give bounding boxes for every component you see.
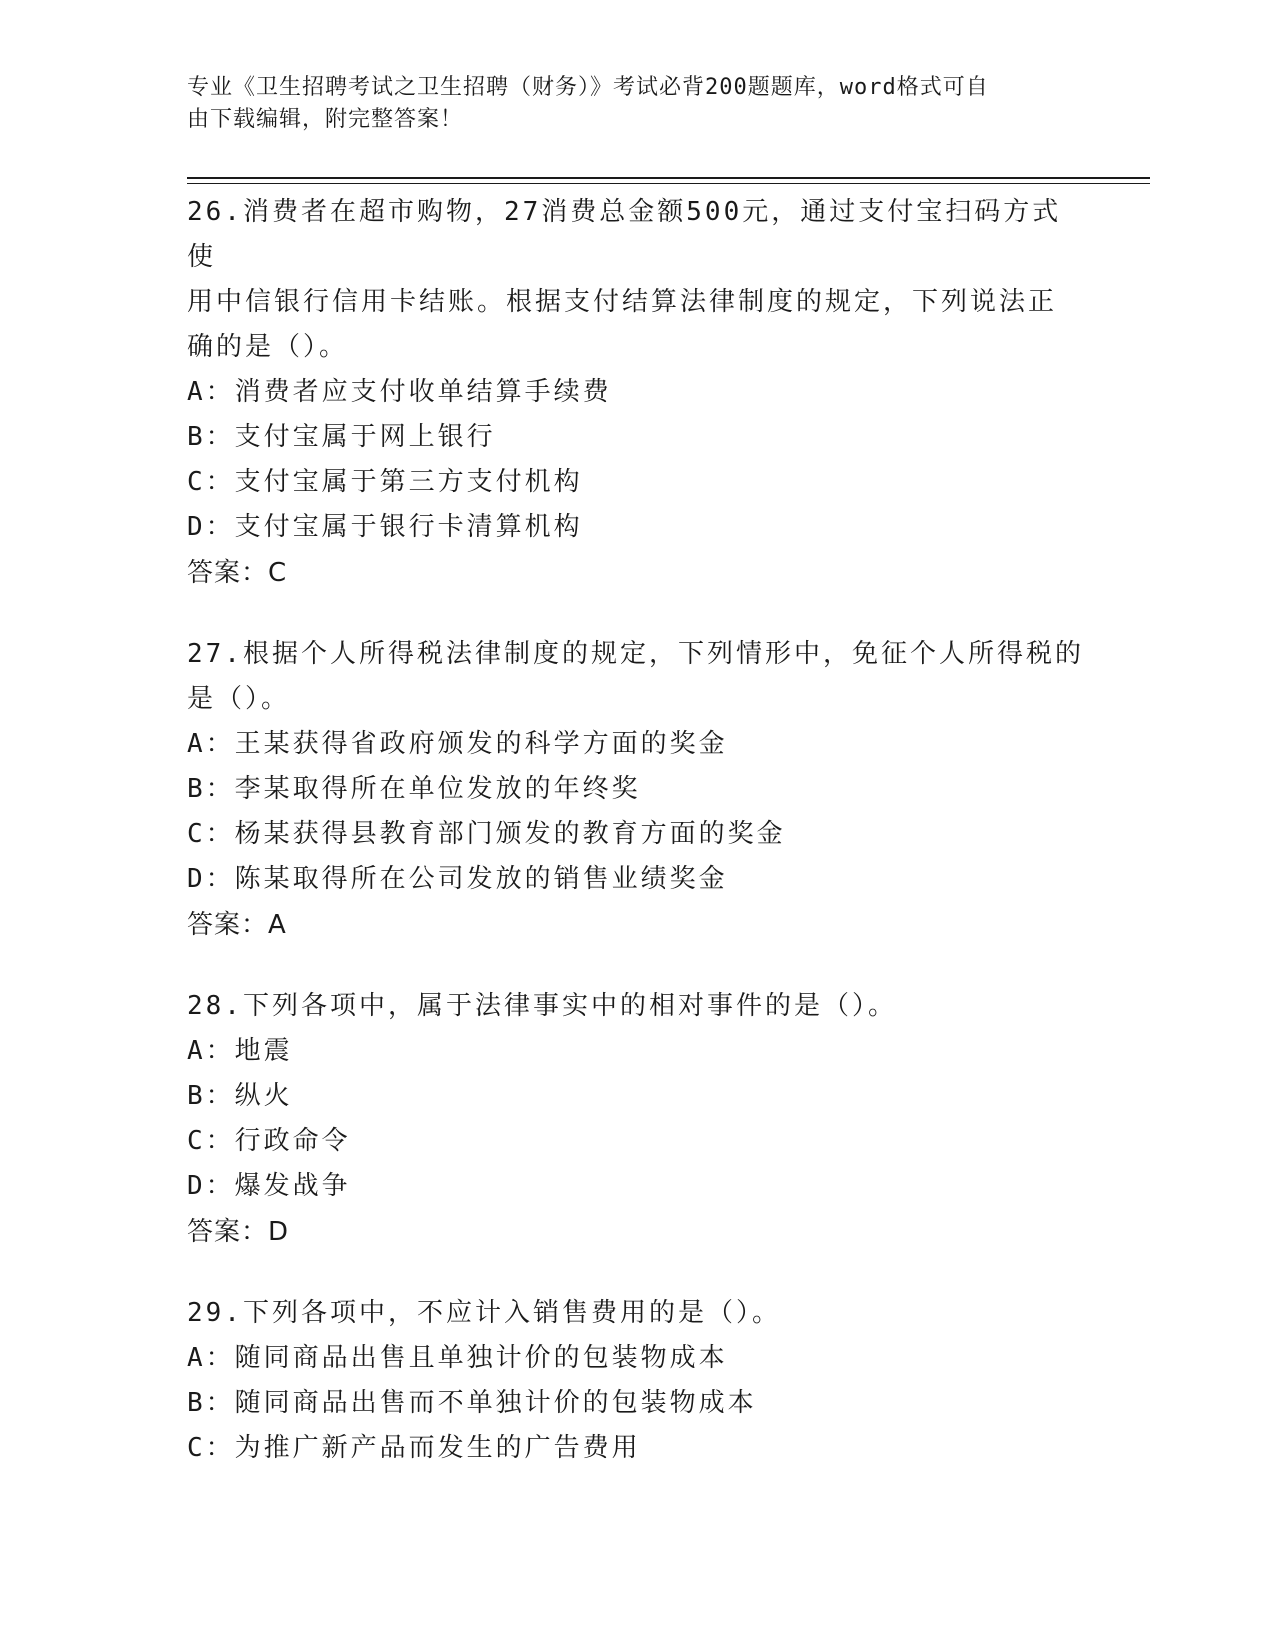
- answer-line: 答案：A: [187, 910, 287, 940]
- question-list: [187, 190, 1087, 1507]
- option-d: D：陈某取得所在公司发放的销售业绩奖金: [187, 864, 728, 894]
- question-stem-line: 26.消费者在超市购物，27消费总金额500元，通过支付宝扫码方式使: [187, 197, 1062, 272]
- question-item: [187, 1291, 1087, 1471]
- option-c: C：杨某获得县教育部门颁发的教育方面的奖金: [187, 819, 786, 849]
- option-d: D：爆发战争: [187, 1171, 351, 1201]
- option-c: C：行政命令: [187, 1126, 351, 1156]
- option-a: A：王某获得省政府颁发的科学方面的奖金: [187, 729, 728, 759]
- question-item: [187, 632, 1087, 948]
- question-stem-line: 确的是（）。: [187, 332, 349, 362]
- answer-line: 答案：C: [187, 558, 288, 588]
- option-b: B：支付宝属于网上银行: [187, 422, 496, 452]
- answer-line: 答案：D: [187, 1217, 290, 1247]
- question-item: [187, 984, 1087, 1255]
- header-line-1: 专业《卫生招聘考试之卫生招聘（财务）》考试必背200题题库，word格式可自: [187, 75, 989, 100]
- question-stem-line: 用中信银行信用卡结账。根据支付结算法律制度的规定，下列说法正: [187, 287, 1058, 317]
- option-a: A：随同商品出售且单独计价的包装物成本: [187, 1343, 728, 1373]
- question-stem-line: 28.下列各项中，属于法律事实中的相对事件的是（）。: [187, 991, 897, 1021]
- document-header: [187, 72, 1087, 136]
- option-b: B：纵火: [187, 1081, 293, 1111]
- option-c: C：支付宝属于第三方支付机构: [187, 467, 583, 497]
- option-b: B：随同商品出售而不单独计价的包装物成本: [187, 1388, 757, 1418]
- header-divider-thin: [187, 183, 1150, 184]
- header-divider-thick: [187, 177, 1150, 179]
- question-item: [187, 190, 1087, 596]
- question-stem-line: 29.下列各项中，不应计入销售费用的是（）。: [187, 1298, 781, 1328]
- option-d: D：支付宝属于银行卡清算机构: [187, 512, 583, 542]
- option-a: A：消费者应支付收单结算手续费: [187, 377, 612, 407]
- option-a: A：地震: [187, 1036, 293, 1066]
- option-b: B：李某取得所在单位发放的年终奖: [187, 774, 641, 804]
- question-stem-line: 是（）。: [187, 684, 291, 714]
- header-line-2: 由下载编辑，附完整答案！: [187, 107, 464, 132]
- question-stem-line: 27.根据个人所得税法律制度的规定，下列情形中，免征个人所得税的: [187, 639, 1084, 669]
- option-c: C：为推广新产品而发生的广告费用: [187, 1433, 641, 1463]
